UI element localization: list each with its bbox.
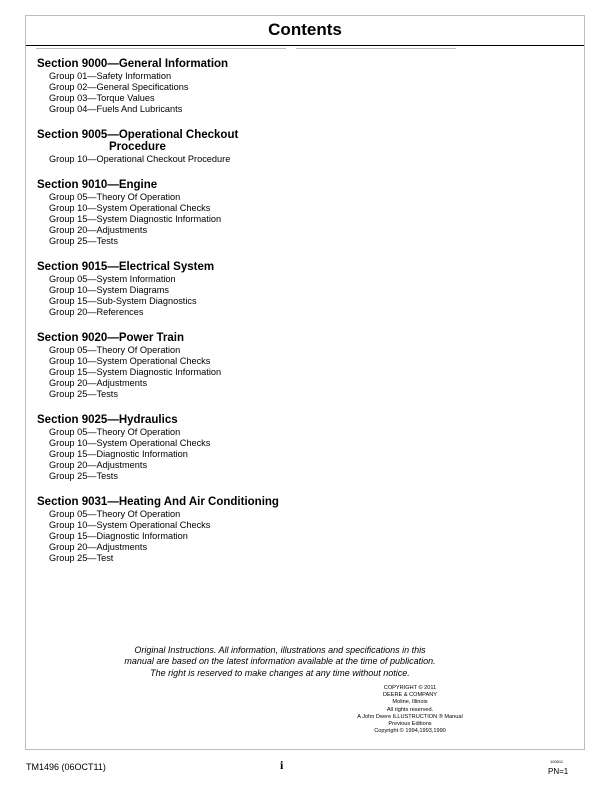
divider [36,48,286,49]
page-frame [25,15,585,750]
toc-group-item: Group 10—System Diagrams [49,285,169,295]
toc-section [37,261,337,318]
toc-group-item: Group 15—Diagnostic Information [49,449,188,459]
manual-id: TM1496 (06OCT11) [26,762,106,772]
toc-section [37,414,337,482]
section-title-line: Section 9010—Engine [37,179,158,191]
toc-group-item: Group 25—Test [49,553,114,563]
toc-group-item: Group 10—System Operational Checks [49,356,211,366]
page-title: Contents [26,16,584,46]
toc-group-item: Group 20—Adjustments [49,460,148,470]
toc-group-item: Group 05—Theory Of Operation [49,427,181,437]
toc-group-item: Group 15—System Diagnostic Information [49,367,222,377]
section-title [37,179,337,191]
toc-section [37,129,337,165]
toc-group-item: Group 15—System Diagnostic Information [49,214,222,224]
toc-group-item: Group 05—Theory Of Operation [49,345,181,355]
section-title-continued: Procedure [109,141,166,153]
toc-group-item: Group 05—Theory Of Operation [49,509,181,519]
toc-group-item: Group 05—Theory Of Operation [49,192,181,202]
section-title-line: Section 9031—Heating And Air Conditioning [37,496,279,508]
table-of-contents [37,58,337,578]
toc-group-item: Group 25—Tests [49,389,118,399]
toc-group-item: Group 10—System Operational Checks [49,520,211,530]
section-title [37,496,337,508]
page-number: i [280,758,284,772]
divider [296,48,456,49]
copyright-line: Copyright © 1994,1993,1990 [374,728,446,735]
section-title-line: Section 9015—Electrical System [37,261,215,273]
pn-label: PN=1 [548,767,569,776]
toc-group-item: Group 03—Torque Values [49,93,155,103]
toc-group-item: Group 10—Operational Checkout Procedure [49,154,231,164]
section-title [37,261,337,273]
toc-group-item: Group 10—System Operational Checks [49,203,211,213]
section-title [37,58,337,70]
toc-group-item: Group 25—Tests [49,471,118,481]
section-title-line: Section 9020—Power Train [37,332,185,344]
section-title-line: Section 9000—General Information [37,58,229,70]
notice-line: manual are based on the latest information available at the time of publication. [124,656,436,667]
toc-group-item: Group 15—Diagnostic Information [49,531,188,541]
toc-section [37,179,337,247]
toc-group-item: Group 20—Adjustments [49,542,148,552]
copyright-line: Previous Editions [388,721,432,728]
section-title [37,332,337,344]
toc-group-item: Group 25—Tests [49,236,118,246]
notice-line: The right is reserved to make changes at any time without notice. [150,667,410,678]
section-title [37,129,337,153]
section-title-line: Section 9005—Operational Checkout [37,129,239,141]
toc-group-item: Group 10—System Operational Checks [49,438,211,448]
toc-group-item: Group 20—References [49,307,144,317]
copyright-line: DEERE & COMPANY [383,692,437,699]
toc-group-item: Group 02—General Specifications [49,82,189,92]
toc-group-item: Group 04—Fuels And Lubricants [49,104,183,114]
copyright-line: A John Deere ILLUSTRUCTION ® Manual [357,713,463,720]
toc-group-item: Group 05—System Information [49,274,176,284]
copyright-line: Moline, Illinois [392,699,428,706]
toc-section [37,496,337,564]
section-title [37,414,337,426]
toc-section [37,332,337,400]
section-title-line: Section 9025—Hydraulics [37,414,178,426]
toc-group-item: Group 15—Sub-System Diagnostics [49,296,197,306]
toc-group-item: Group 01—Safety Information [49,71,172,81]
notice-text [60,645,500,679]
toc-section [37,58,337,115]
copyright-block [320,685,500,735]
copyright-line: All rights reserved. [386,706,434,713]
footer-code: 100611 [550,759,564,764]
copyright-line: COPYRIGHT © 2011 [383,685,437,691]
toc-group-item: Group 20—Adjustments [49,225,148,235]
toc-group-item: Group 20—Adjustments [49,378,148,388]
notice-line: Original Instructions. All information, illustrations and specifications in this [134,645,426,655]
